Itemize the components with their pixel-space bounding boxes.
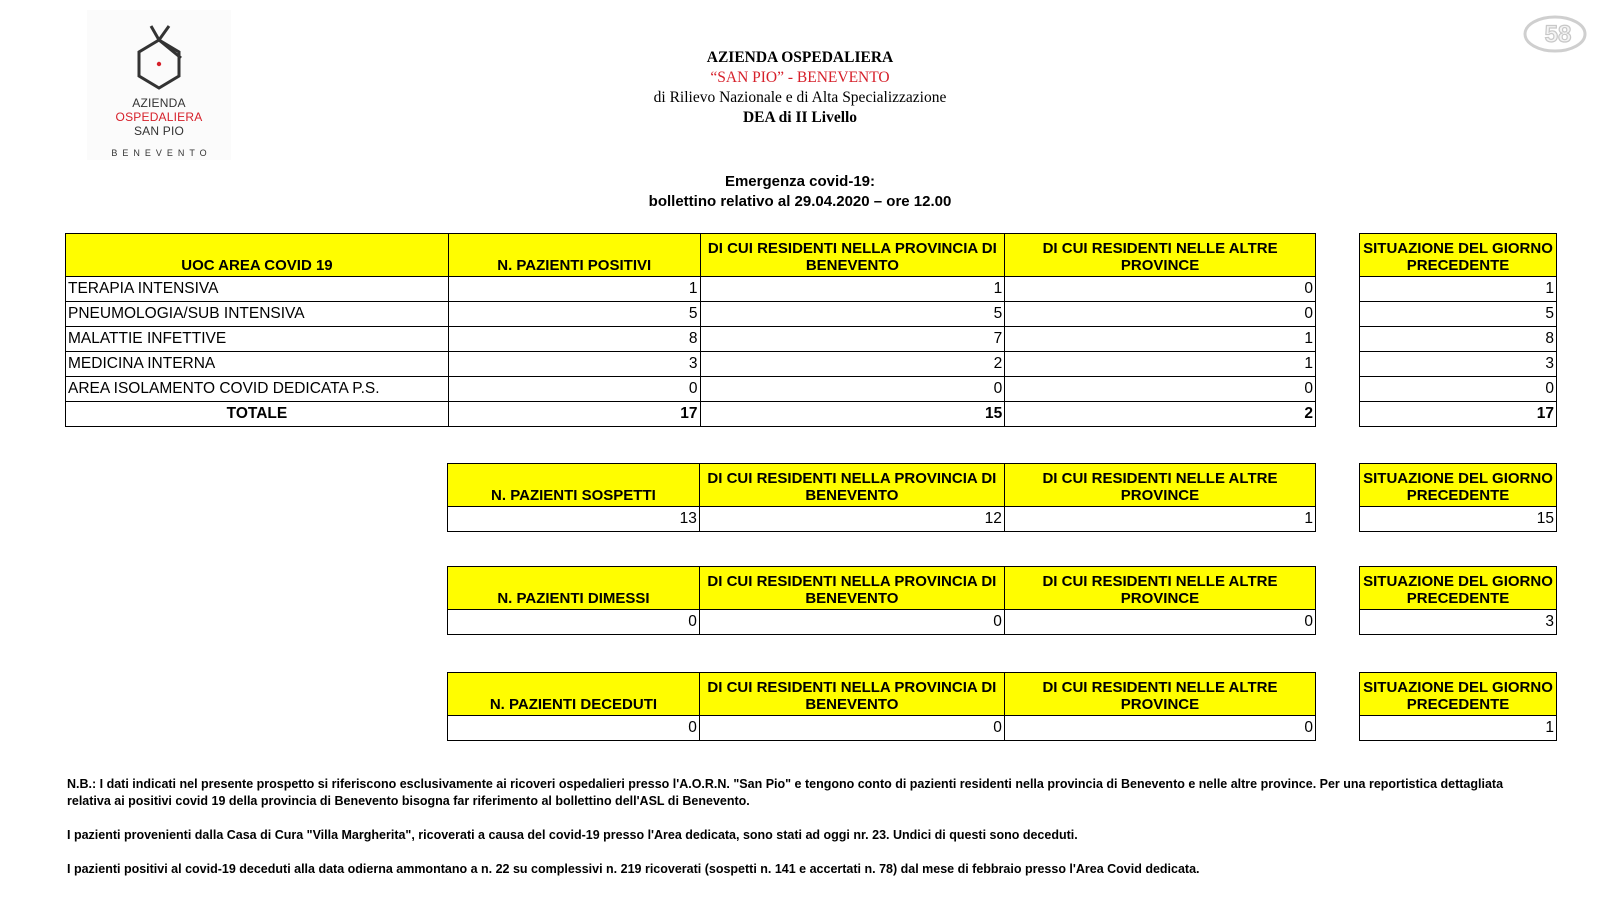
table-row: [66, 352, 1316, 377]
prev-cell: 3: [1360, 610, 1557, 635]
bn-cell: 12: [699, 507, 1004, 532]
table-header-cell: SITUAZIONE DEL GIORNO PRECEDENTE: [1360, 464, 1557, 507]
bulletin-title: [0, 172, 1600, 212]
header-line-2: “SAN PIO” - BENEVENTO: [710, 69, 890, 86]
bulletin-line-1: Emergenza covid-19:: [724, 173, 876, 190]
altre-cell: 0: [1004, 716, 1315, 741]
positivi-cell: 1: [448, 277, 700, 302]
prev-cell: 3: [1360, 352, 1557, 377]
table-row: [1360, 277, 1557, 302]
table-row: [66, 327, 1316, 352]
prev-cell: 1: [1360, 277, 1557, 302]
positivi-cell: 3: [448, 352, 700, 377]
logo-line-ospedaliera: OSPEDALIERA: [115, 110, 203, 124]
table-header-cell: DI CUI RESIDENTI NELLE ALTRE PROVINCE: [1004, 673, 1315, 716]
sospetti-prev-table: [1359, 463, 1557, 532]
table-row: [448, 716, 1316, 741]
bn-cell: 7: [700, 327, 1005, 352]
altre-cell: 1: [1004, 507, 1315, 532]
watermark-text: 58: [1544, 21, 1572, 48]
table-header-row: [1360, 567, 1557, 610]
dimessi-cell: 0: [448, 610, 700, 635]
notes-section: [67, 776, 1517, 895]
dimessi-table: [447, 566, 1316, 635]
table-header-cell: DI CUI RESIDENTI NELLE ALTRE PROVINCE: [1005, 234, 1316, 277]
total-label: TOTALE: [66, 402, 449, 427]
total-altre: 2: [1005, 402, 1316, 427]
area-cell: MALATTIE INFETTIVE: [66, 327, 449, 352]
table-header-cell: DI CUI RESIDENTI NELLE ALTRE PROVINCE: [1004, 464, 1315, 507]
table-header-row: [66, 234, 1316, 277]
deceduti-cell: 0: [448, 716, 700, 741]
table-header-row: [448, 464, 1316, 507]
table-header-row: [448, 673, 1316, 716]
note-paragraph: I pazienti positivi al covid-19 deceduti alla data odierna ammontano a n. 22 su complessivi n. 219 ricoverati (sospetti n. 141 e accertati n. 78) dal mese di febbraio presso l'Area Covid dedicata.: [67, 862, 1200, 876]
positivi-table: [65, 233, 1316, 427]
header-line-1: AZIENDA OSPEDALIERA: [706, 49, 894, 66]
table-header-cell: UOC AREA COVID 19: [66, 234, 449, 277]
area-cell: TERAPIA INTENSIVA: [66, 277, 449, 302]
table-header-cell: DI CUI RESIDENTI NELLA PROVINCIA DI BENEVENTO: [699, 673, 1004, 716]
table-header-cell: DI CUI RESIDENTI NELLA PROVINCIA DI BENEVENTO: [699, 464, 1004, 507]
document-header: [0, 48, 1600, 128]
bn-cell: 5: [700, 302, 1005, 327]
altre-cell: 0: [1005, 377, 1316, 402]
table-header-cell: N. PAZIENTI SOSPETTI: [448, 464, 700, 507]
altre-cell: 0: [1005, 302, 1316, 327]
table-row: [448, 507, 1316, 532]
table-header-cell: SITUAZIONE DEL GIORNO PRECEDENTE: [1360, 567, 1557, 610]
altre-cell: 1: [1005, 352, 1316, 377]
sospetti-cell: 13: [448, 507, 700, 532]
table-header-cell: N. PAZIENTI DECEDUTI: [448, 673, 700, 716]
table-header-row: [1360, 234, 1557, 277]
prev-cell: 8: [1360, 327, 1557, 352]
table-header-cell: DI CUI RESIDENTI NELLE ALTRE PROVINCE: [1004, 567, 1315, 610]
table-row: [66, 277, 1316, 302]
logo-line-benevento: BENEVENTO: [111, 148, 212, 158]
prev-cell: 1: [1360, 716, 1557, 741]
altre-cell: 0: [1004, 610, 1315, 635]
positivi-cell: 8: [448, 327, 700, 352]
prev-cell: 5: [1360, 302, 1557, 327]
table-row: [1360, 327, 1557, 352]
dimessi-prev-table: [1359, 566, 1557, 635]
altre-cell: 0: [1005, 277, 1316, 302]
total-bn: 15: [700, 402, 1005, 427]
table-row: [1360, 302, 1557, 327]
table-row: [1360, 716, 1557, 741]
table-header-cell: SITUAZIONE DEL GIORNO PRECEDENTE: [1360, 673, 1557, 716]
positivi-cell: 5: [448, 302, 700, 327]
bn-cell: 0: [700, 377, 1005, 402]
deceduti-prev-table: [1359, 672, 1557, 741]
bn-cell: 1: [700, 277, 1005, 302]
table-row: [448, 610, 1316, 635]
table-row: [1360, 610, 1557, 635]
header-line-4: DEA di II Livello: [742, 109, 858, 126]
prev-cell: 15: [1360, 507, 1557, 532]
sospetti-table: [447, 463, 1316, 532]
bn-cell: 0: [699, 716, 1004, 741]
table-header-cell: N. PAZIENTI POSITIVI: [448, 234, 700, 277]
table-row: [66, 377, 1316, 402]
bulletin-line-2: bollettino relativo al 29.04.2020 – ore 12.00: [648, 193, 952, 210]
area-cell: MEDICINA INTERNA: [66, 352, 449, 377]
prev-cell: 0: [1360, 377, 1557, 402]
note-paragraph: I pazienti provenienti dalla Casa di Cura "Villa Margherita", ricoverati a causa del covid-19 presso l'Area dedicata, sono stati ad oggi nr. 23. Undici di questi sono deceduti.: [67, 828, 1078, 842]
deceduti-table: [447, 672, 1316, 741]
table-row: [1360, 352, 1557, 377]
total-positivi: 17: [448, 402, 700, 427]
table-row: [1360, 377, 1557, 402]
area-cell: AREA ISOLAMENTO COVID DEDICATA P.S.: [66, 377, 449, 402]
positivi-cell: 0: [448, 377, 700, 402]
total-prev: 17: [1360, 402, 1557, 427]
table-row: [66, 302, 1316, 327]
total-row: [66, 402, 1316, 427]
logo-line-san-pio: SAN PIO: [133, 124, 185, 138]
logo-line-azienda: AZIENDA: [132, 96, 186, 110]
area-cell: PNEUMOLOGIA/SUB INTENSIVA: [66, 302, 449, 327]
header-line-3: di Rilievo Nazionale e di Alta Specializzazione: [653, 89, 947, 106]
altre-cell: 1: [1005, 327, 1316, 352]
bn-cell: 0: [699, 610, 1004, 635]
table-header-cell: N. PAZIENTI DIMESSI: [448, 567, 700, 610]
note-paragraph: N.B.: I dati indicati nel presente prospetto si riferiscono esclusivamente ai ricoveri ospedalieri presso l'A.O.R.N. "San Pio" e tengono conto di pazienti residenti nella provincia di Benevento e nelle altre province. Per una reportistica dettagliata relativa ai positivi covid 19 della provincia di Benevento bisogna far riferimento al bollettino dell'ASL di Benevento.: [67, 777, 1504, 808]
total-row: [1360, 402, 1557, 427]
table-header-cell: DI CUI RESIDENTI NELLA PROVINCIA DI BENEVENTO: [700, 234, 1005, 277]
table-header-cell: DI CUI RESIDENTI NELLA PROVINCIA DI BENEVENTO: [699, 567, 1004, 610]
table-header-row: [1360, 673, 1557, 716]
positivi-prev-table: [1359, 233, 1557, 427]
table-header-row: [1360, 464, 1557, 507]
bn-cell: 2: [700, 352, 1005, 377]
table-header-cell: SITUAZIONE DEL GIORNO PRECEDENTE: [1360, 234, 1557, 277]
table-row: [1360, 507, 1557, 532]
table-header-row: [448, 567, 1316, 610]
